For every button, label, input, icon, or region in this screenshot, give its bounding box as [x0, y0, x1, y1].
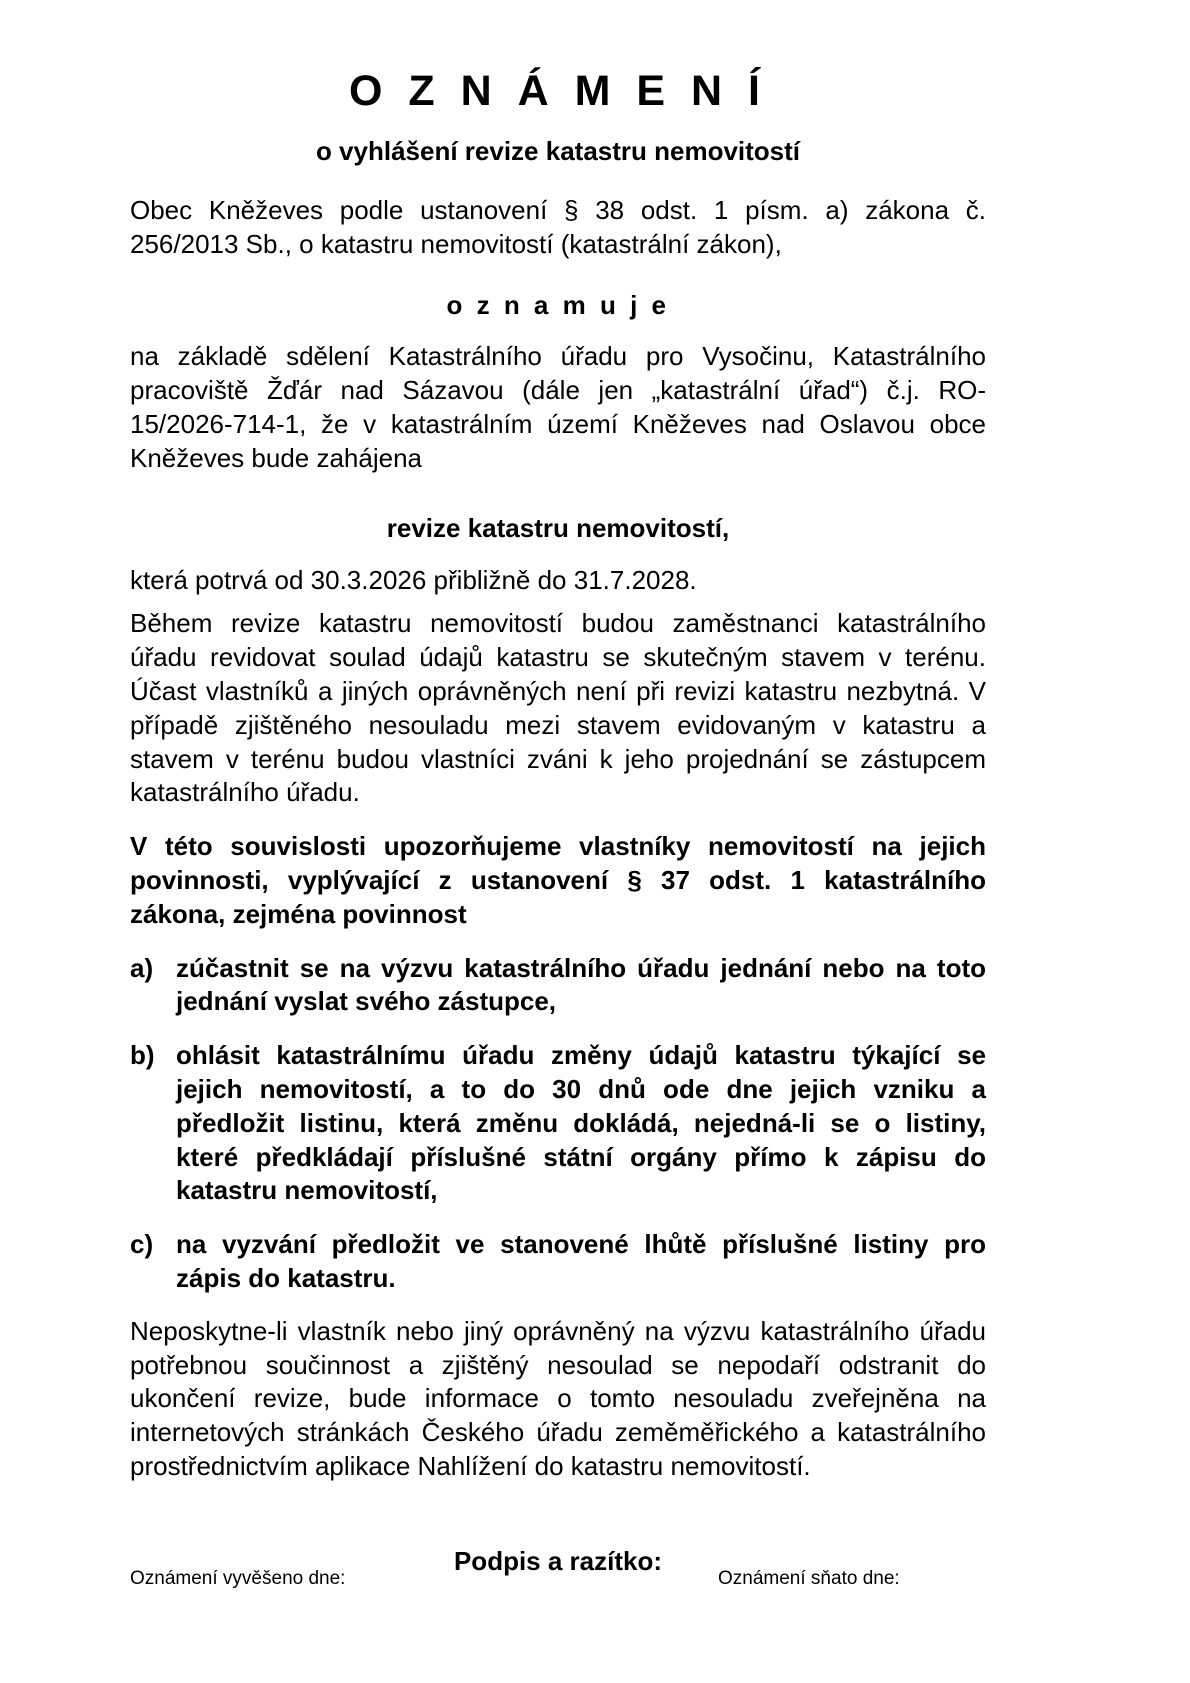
- list-item: [130, 1208, 986, 1296]
- list-item: [130, 932, 986, 1020]
- obligations-intro: V této souvislosti upozorňujeme vlastníky nemovitostí na jejich povinnosti, vyplývající z ustanovení § 37 odst. 1 katastrálního zákona, zejména povinnost: [130, 831, 986, 929]
- page-subtitle: o vyhlášení revize katastru nemovitostí: [315, 136, 801, 167]
- document-content: [130, 0, 986, 1577]
- list-item-marker: a): [130, 952, 154, 983]
- signature-label: Podpis a razítko:: [453, 1545, 663, 1576]
- list-item-text: na vyzvání předložit ve stanovené lhůtě příslušné listiny pro zápis do katastru.: [176, 1229, 986, 1293]
- procedure-paragraph: Během revize katastru nemovitostí budou zaměstnanci katastrálního úřadu revidovat soulad údajů katastru se skutečným stavem v terénu. Účast vlastníků a jiných oprávněných není při revizi katastru nezbytná. V případě zjištěného nesouladu mezi stavem evidovaným v katastru a stavem v terénu budou vlastníci zváni k jeho projednání se zástupcem katastrálního úřadu.: [130, 608, 986, 808]
- list-item-text: zúčastnit se na výzvu katastrálního úřadu jednání nebo na toto jednání vyslat svého zástupce,: [176, 952, 986, 1017]
- posted-date-label: Oznámení vyvěšeno dne:: [130, 1568, 346, 1589]
- list-item-text: ohlásit katastrálnímu úřadu změny údajů katastru týkající se jejich nemovitostí, a to do 30 dnů ode dne jejich vzniku a předložit listinu, která změnu dokládá, nejedná-li se o listiny, které předkládají příslušné státní orgány přímo k zápisu do katastru nemovitostí,: [176, 1040, 986, 1206]
- list-item-marker: c): [130, 1229, 154, 1260]
- list-item-marker: b): [130, 1040, 155, 1071]
- action-heading: revize katastru nemovitostí,: [386, 513, 730, 544]
- closing-paragraph: Neposkytne-li vlastník nebo jiný oprávněný na výzvu katastrálního úřadu potřebnou součinnost a zjištěný nesoulad se nepodaří odstranit do ukončení revize, bude informace o tomto nesouladu zveřejněna na internetových stránkách Českého úřadu zeměměřického a katastrálního prostřednictvím aplikace Nahlížení do katastru nemovitostí.: [130, 1315, 986, 1481]
- basis-paragraph: na základě sdělení Katastrálního úřadu pro Vysočinu, Katastrálního pracoviště Žďár nad Sázavou (dále jen „katastrální úřad“) č.j. RO-15/2026-714-1, že v katastrálním území Kněževes nad Oslavou obce Kněževes bude zahájena: [130, 341, 986, 473]
- removed-date-label: Oznámení sňato dne:: [718, 1568, 900, 1589]
- page-title: O Z N Á M E N Í: [349, 67, 767, 115]
- duration-paragraph: která potrvá od 30.3.2026 přibližně do 31.7.2028.: [130, 564, 697, 595]
- footer: [130, 1568, 990, 1591]
- announce-word: o z n a m u j e: [446, 290, 670, 321]
- intro-paragraph: Obec Kněževes podle ustanovení § 38 odst. 1 písm. a) zákona č. 256/2013 Sb., o katastru nemovitostí (katastrální zákon),: [130, 195, 986, 260]
- obligations-list: [130, 932, 986, 1296]
- list-item: [130, 1019, 986, 1208]
